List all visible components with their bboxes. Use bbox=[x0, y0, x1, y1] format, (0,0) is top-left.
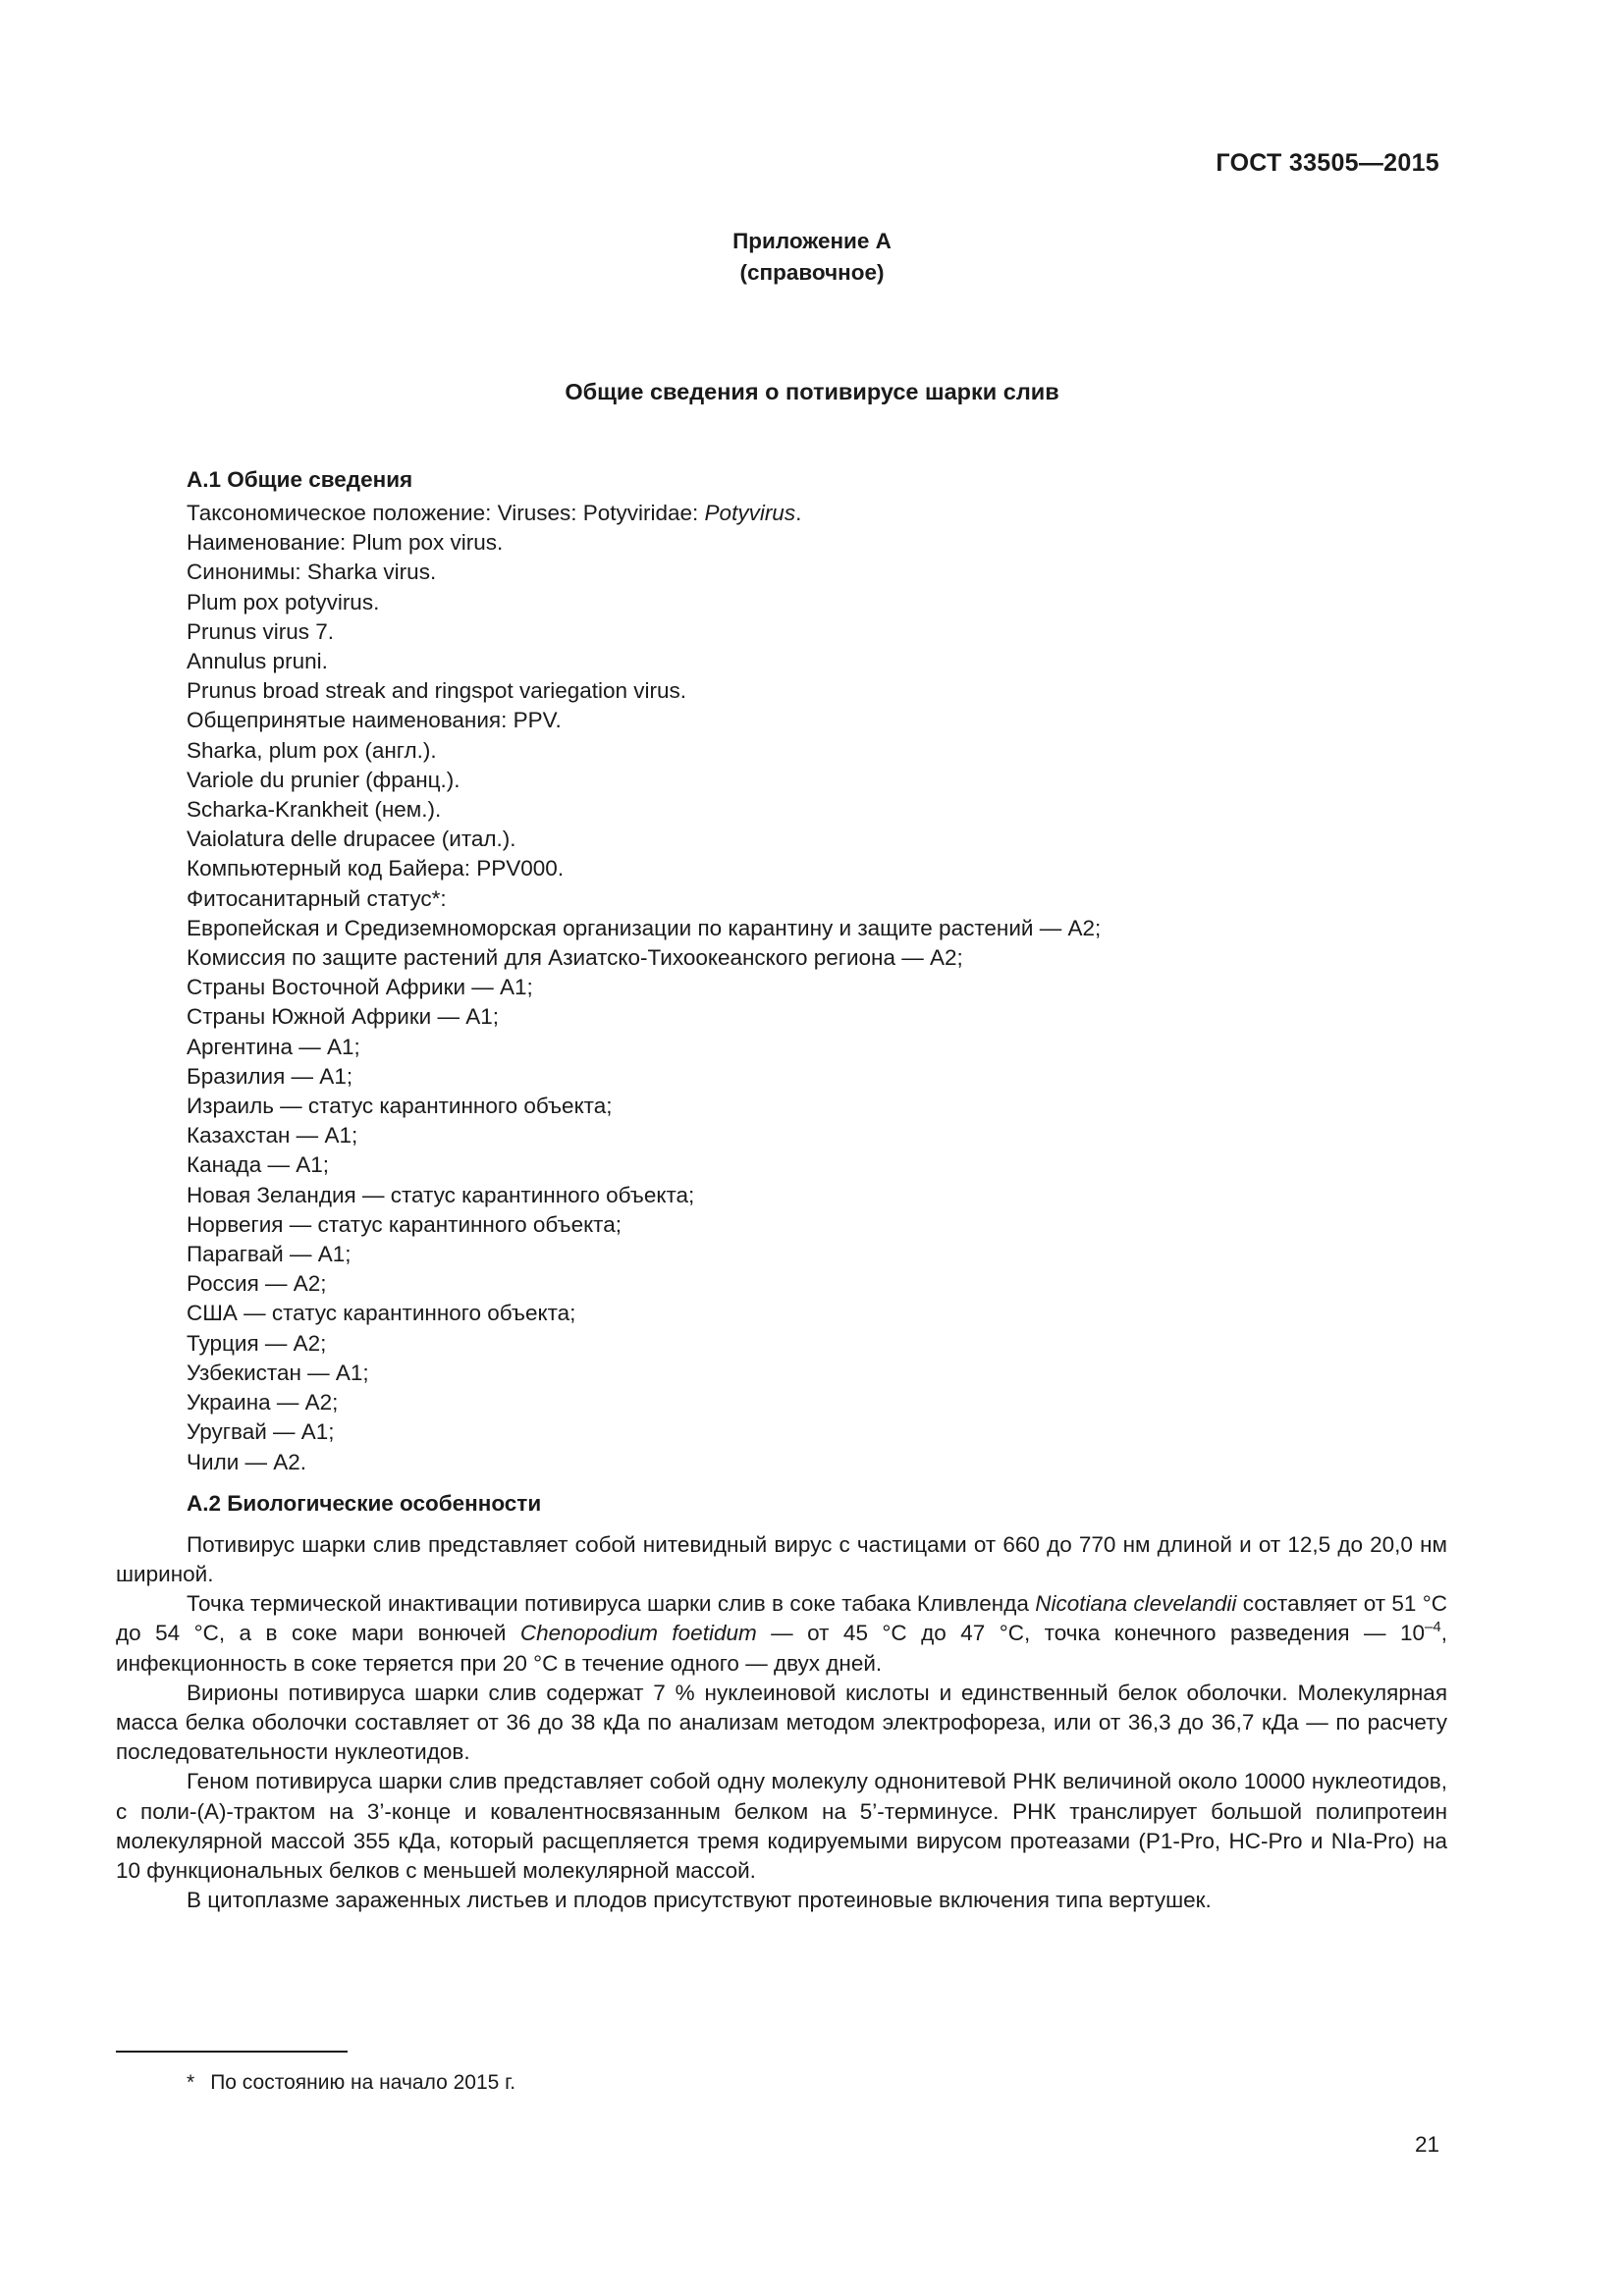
list-item: США — статус карантинного объекта; bbox=[187, 1301, 576, 1326]
footnote bbox=[187, 2071, 515, 2095]
list-item: Страны Южной Африки — А1; bbox=[187, 1004, 500, 1030]
list-item: Фитосанитарный статус*: bbox=[187, 885, 447, 911]
paragraph-genome: Геном потивируса шарки слив представляет собой одну молекулу однонитевой РНК величиной около 10000 нуклеотидов, с поли-(А)-трактом на 3’-конце и ковалентносвязанным белком на 5’-терминусе. РНК транслирует большой полипротеин молекулярной массой 355 кДа, который расщепляется тремя кодируемыми вирусом протеазами (P1-Pro, HC-Pro и NIa-Pro) на 10 функциональных белков с меньшей молекулярной массой. bbox=[116, 1769, 1447, 1883]
taxonomy-prefix: Таксономическое положение: Viruses: Potyviridae: bbox=[187, 501, 705, 525]
list-item: Уругвай — А1; bbox=[187, 1419, 335, 1445]
list-item: Парагвай — А1; bbox=[187, 1242, 352, 1267]
list-item: Казахстан — А1; bbox=[187, 1123, 358, 1148]
list-item: Новая Зеландия — статус карантинного объекта; bbox=[187, 1182, 695, 1207]
list-item: Prunus broad streak and ringspot variegation virus. bbox=[187, 678, 687, 704]
list-item: Комиссия по защите растений для Азиатско-Тихоокеанского региона — А2; bbox=[187, 945, 963, 971]
section-a1-list bbox=[116, 528, 1447, 1477]
footnote-mark: * bbox=[187, 2071, 195, 2094]
taxonomy-genus: Potyvirus bbox=[704, 501, 796, 525]
footnote-text: По состоянию на начало 2015 г. bbox=[210, 2071, 516, 2094]
standard-number: ГОСТ 33505—2015 bbox=[1216, 149, 1439, 177]
p2-part-d: , инфекционность в соке теряется при 20 °С в течение одного — двух дней. bbox=[116, 1621, 1447, 1676]
p2-part-b: составляет от 51 °С до 54 °С, а в соке мари вонючей bbox=[116, 1591, 1447, 1646]
list-item: Vaiolatura delle drupacee (итал.). bbox=[187, 827, 516, 852]
list-item: Норвегия — статус карантинного объекта; bbox=[187, 1211, 622, 1237]
list-item: Variole du prunier (франц.). bbox=[187, 767, 460, 792]
list-item: Узбекистан — А1; bbox=[187, 1360, 369, 1385]
annex-type: (справочное) bbox=[739, 260, 885, 285]
list-item: Sharka, plum pox (англ.). bbox=[187, 737, 437, 763]
annex-content bbox=[116, 465, 1447, 1915]
list-item: Наименование: Plum pox virus. bbox=[187, 530, 504, 556]
paragraph-inclusions: В цитоплазме зараженных листьев и плодов присутствуют протеиновые включения типа вертушек. bbox=[187, 1888, 1212, 1913]
section-a1-heading: А.1 Общие сведения bbox=[187, 467, 413, 492]
list-item: Аргентина — А1; bbox=[187, 1034, 360, 1059]
list-item: Общепринятые наименования: PPV. bbox=[187, 708, 562, 733]
list-item: Scharka-Krankheit (нем.). bbox=[187, 797, 442, 823]
list-item: Канада — А1; bbox=[187, 1152, 329, 1178]
p2-part-c: — от 45 °С до 47 °С, точка конечного разведения — 10 bbox=[756, 1621, 1426, 1646]
p2-species-chenopodium: Chenopodium foetidum bbox=[519, 1621, 757, 1646]
p2-exponent: –4 bbox=[1425, 1619, 1441, 1636]
list-item: Синонимы: Sharka virus. bbox=[187, 560, 437, 585]
taxonomy-line bbox=[116, 499, 1447, 528]
list-item: Компьютерный код Байера: PPV000. bbox=[187, 856, 565, 881]
list-item: Израиль — статус карантинного объекта; bbox=[187, 1094, 613, 1119]
list-item: Страны Восточной Африки — А1; bbox=[187, 975, 533, 1000]
taxonomy-suffix: . bbox=[795, 501, 802, 525]
p2-part-a: Точка термической инактивации потивируса шарки слив в соке табака Кливленда bbox=[187, 1591, 1036, 1617]
annex-label: Приложение А bbox=[732, 229, 892, 253]
list-item: Prunus virus 7. bbox=[187, 618, 335, 644]
page-number: 21 bbox=[1414, 2132, 1439, 2157]
list-item: Чили — А2. bbox=[187, 1449, 307, 1474]
list-item: Европейская и Средиземноморская организации по карантину и защите растений — А2; bbox=[187, 915, 1102, 940]
list-item: Россия — А2; bbox=[187, 1271, 327, 1297]
footnote-divider bbox=[116, 2051, 348, 2053]
list-item: Украина — А2; bbox=[187, 1390, 339, 1415]
paragraph-virions: Вирионы потивируса шарки слив содержат 7 % нуклеиновой кислоты и единственный белок оболочки. Молекулярная масса белка оболочки составляет от 36 до 38 кДа по анализам методом электрофореза, или от 36,3 до 36,7 кДа — по расчету последовательности нуклеотидов. bbox=[116, 1680, 1447, 1765]
list-item: Турция — А2; bbox=[187, 1330, 327, 1356]
list-item: Plum pox potyvirus. bbox=[187, 589, 380, 614]
annex-header bbox=[0, 226, 1624, 289]
list-item: Annulus pruni. bbox=[187, 649, 328, 674]
list-item: Бразилия — А1; bbox=[187, 1063, 353, 1089]
paragraph-inactivation bbox=[116, 1589, 1447, 1679]
annex-title: Общие сведения о потивирусе шарки слив bbox=[565, 379, 1059, 404]
section-a2-heading: А.2 Биологические особенности bbox=[187, 1490, 542, 1516]
paragraph-particles: Потивирус шарки слив представляет собой нитевидный вирус с частицами от 660 до 770 нм длиной и от 12,5 до 20,0 нм шириной. bbox=[116, 1531, 1447, 1586]
p2-species-nicotiana: Nicotiana clevelandii bbox=[1035, 1591, 1237, 1617]
